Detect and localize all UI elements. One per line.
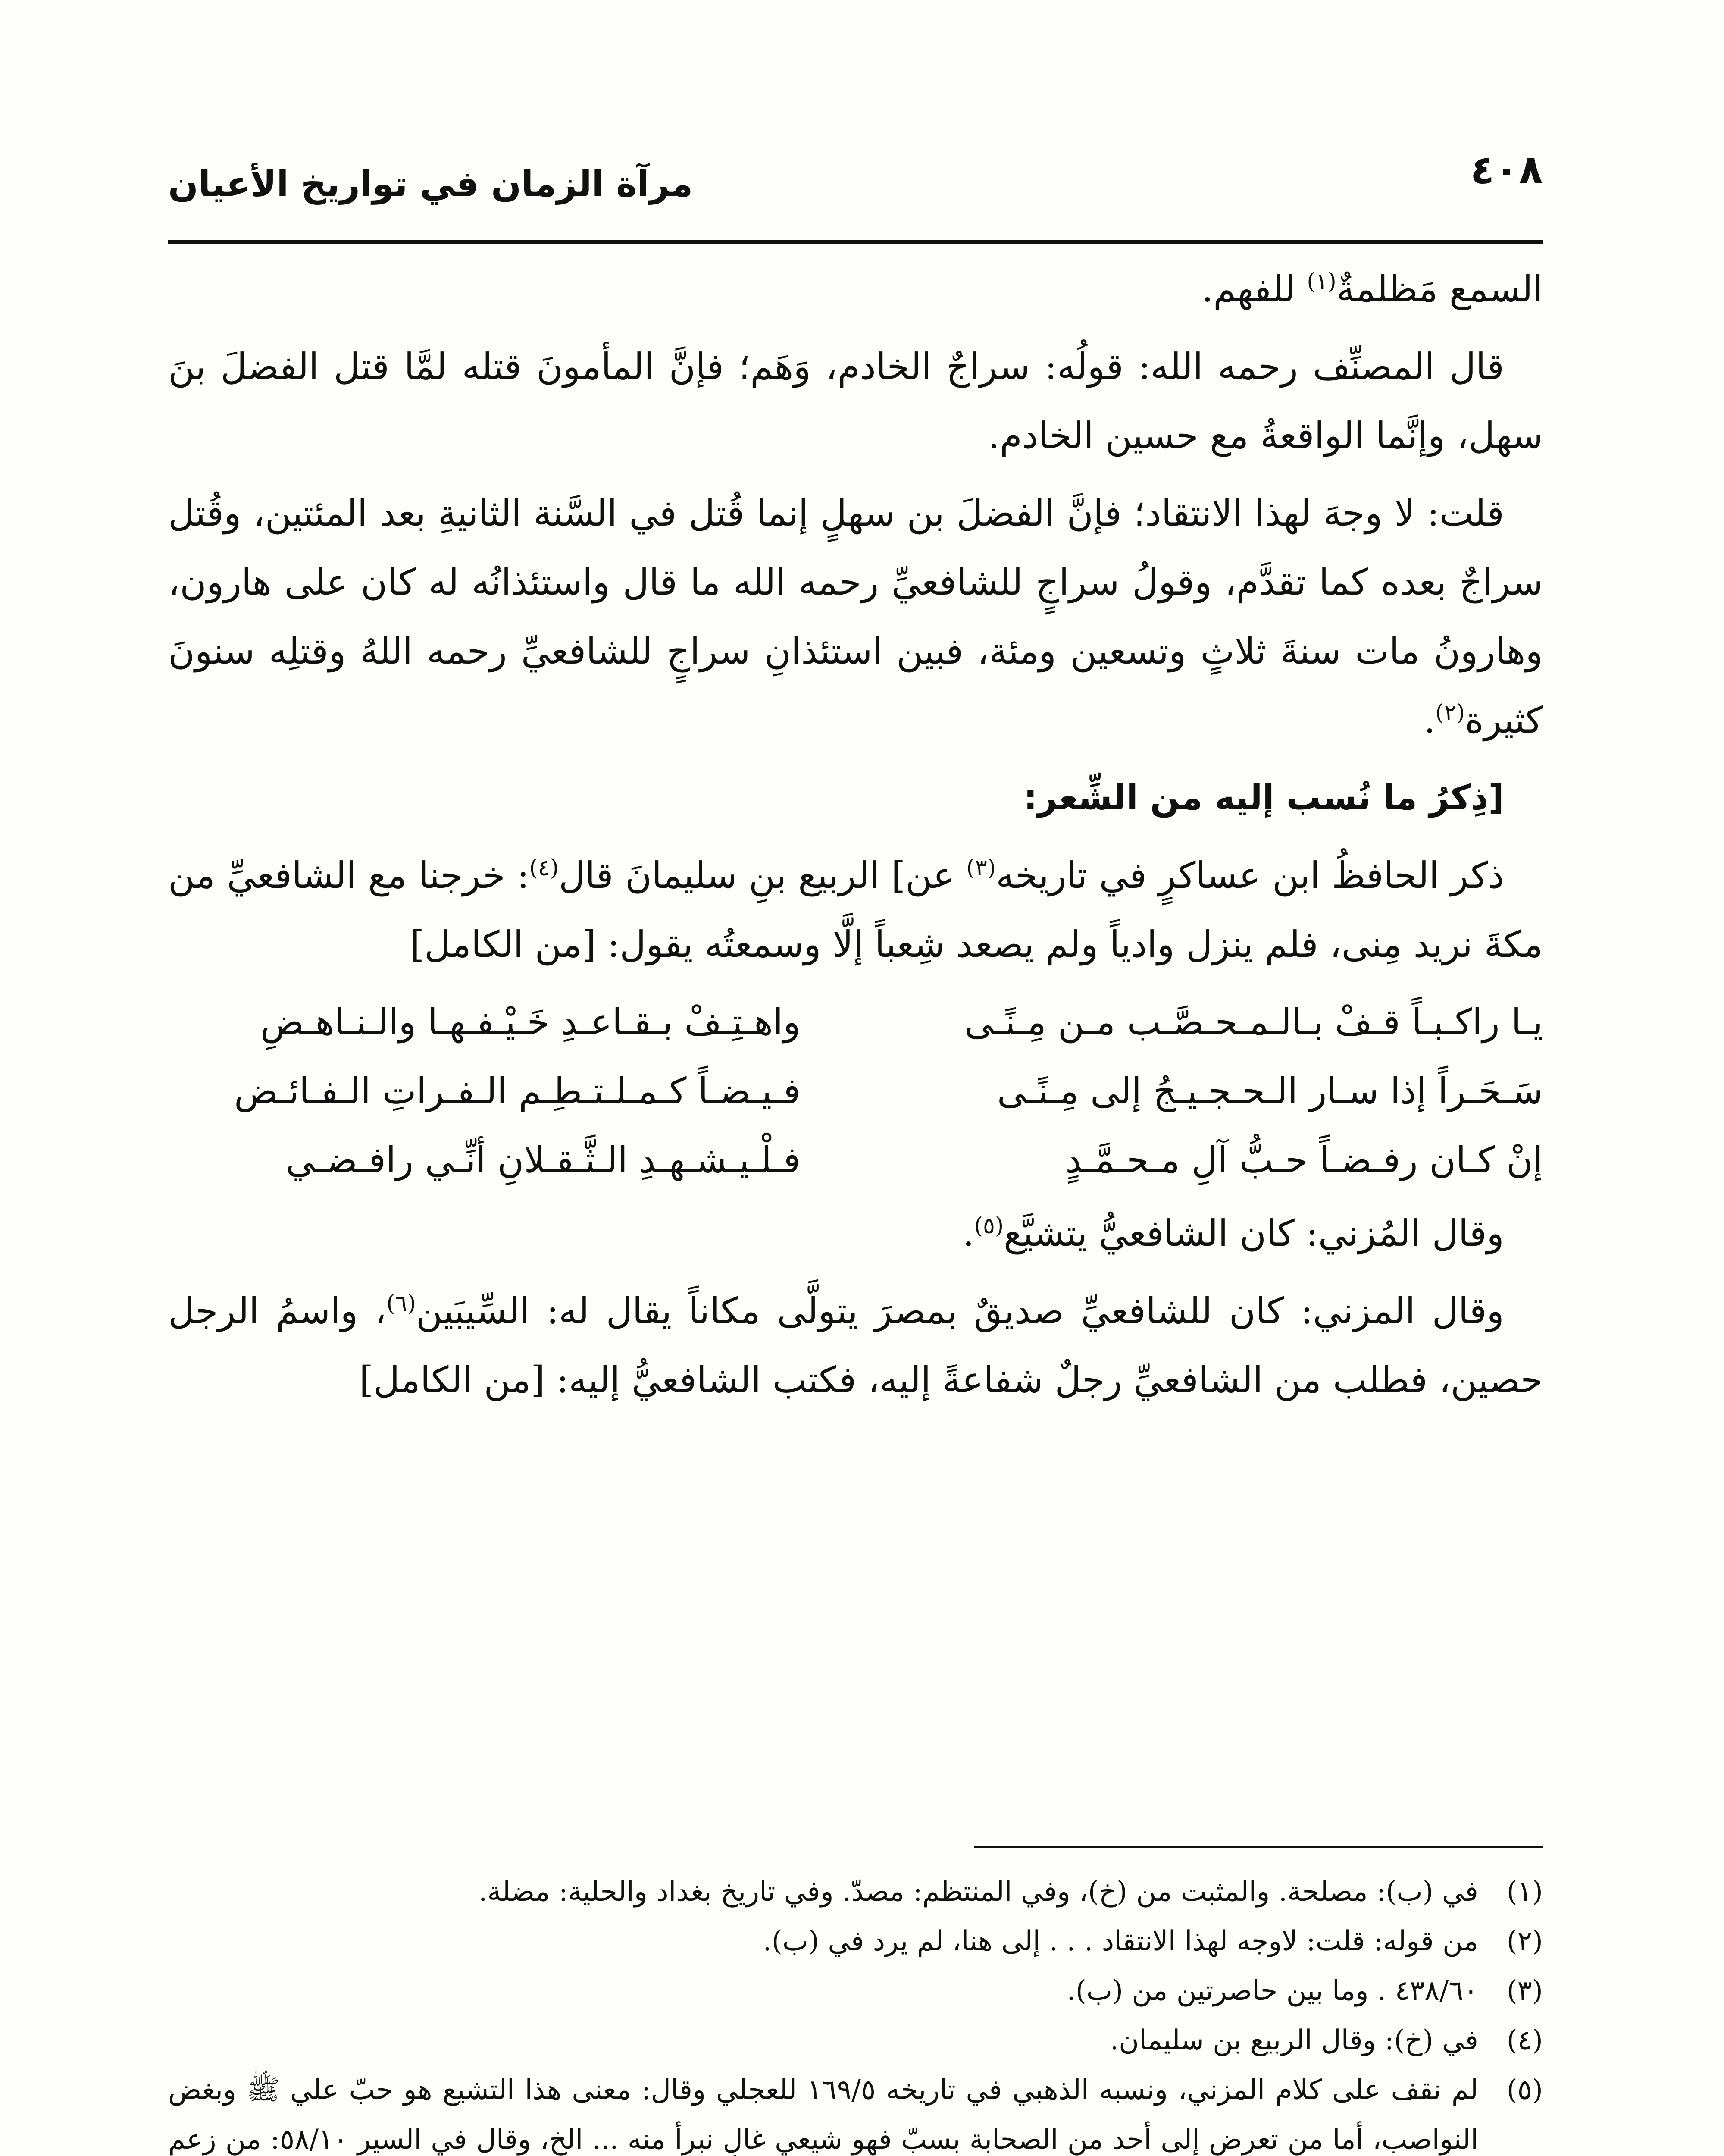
paragraph-5 <box>168 1199 1543 1268</box>
footnote-text: من قوله: قلت: لاوجه لهذا الانتقاد . . . إلى هنا، لم يرد في (ب). <box>763 1925 1478 1957</box>
footnote-item <box>168 1917 1543 1966</box>
footnote-item <box>168 1867 1543 1917</box>
footnote-ref: (٥) <box>974 1213 1004 1239</box>
hemistich-first: إنْ كـان رفـضـاً حـبُّ آلِ مـحـمَّـدٍ <box>1065 1139 1543 1181</box>
footnote-item <box>168 1966 1543 2016</box>
paragraph-2: قال المصنِّف رحمه الله: قولُه: سراجٌ الخادم، وَهَم؛ فإنَّ المأمونَ قتله لمَّا قتل الفضلَ بنَ سهل، وإنَّما الواقعةُ مع حسين الخادم. <box>168 345 1543 457</box>
text-run: . <box>1424 699 1436 741</box>
footnote-text: في (ب): مصلحة. والمثبت من (خ)، وفي المنتظم: مصدّ. وفي تاريخ بغداد والحلية: مضلة. <box>478 1876 1478 1908</box>
footnote-number: (٥) <box>1506 2074 1543 2106</box>
paragraph-4 <box>168 841 1543 979</box>
verse <box>168 987 1543 1056</box>
text-run: للفهم. <box>1201 268 1307 310</box>
text-run: وقال المزني: كان للشافعيِّ صديقٌ بمصرَ يتولَّى مكاناً يقال له: السِّيبَين <box>416 1290 1504 1332</box>
footnote-text: في (خ): وقال الربيع بن سليمان. <box>1110 2024 1478 2056</box>
page-header <box>168 147 1543 233</box>
text-run: : خرجنا مع الشافعيِّ من مكةَ نريد مِنى، فلم ينزل وادياً ولم يصعد شِعباً إلَّا وسمعتُه يقول: [من الكامل] <box>168 854 1543 965</box>
main-text <box>168 254 1543 1423</box>
footnote-text: لم نقف على كلام المزني، ونسبه الذهبي في تاريخه ١٦٩/٥ للعجلي وقال: معنى هذا التشيع هو حبّ علي ﷺ وبغض النواصب، أما من تعرض إلى أحد من الصحابة بسبّ فهو شيعي غالٍ نبرأ منه ... الخ، وقال في السير ٥٨/١٠: من زعم <box>168 2074 1479 2156</box>
footnote-item <box>168 2065 1543 2156</box>
page-number: ٤٠٨ <box>1470 147 1543 193</box>
text-run: ، واسمُ الرجل حصين، فطلب من الشافعيِّ رجلٌ شفاعةً إليه، فكتب الشافعيُّ إليه: [من الكامل] <box>168 1290 1543 1401</box>
poem <box>168 987 1543 1194</box>
text-run: عن] الربيع بنِ سليمانَ قال <box>558 854 967 896</box>
footnote-ref: (١) <box>1307 269 1336 295</box>
hemistich-second: فـلْـيـشـهـدِ الـثَّـقـلانِ أنِّـي رافـضـي <box>285 1139 801 1181</box>
verse <box>168 1056 1543 1125</box>
text-run: وقال المُزني: كان الشافعيُّ يتشيَّع <box>1004 1212 1504 1254</box>
footnote-separator <box>974 1846 1543 1848</box>
paragraph-6 <box>168 1276 1543 1414</box>
footnotes <box>168 1867 1543 2156</box>
header-rule <box>168 240 1543 244</box>
hemistich-second: فـيـضـاً كـمـلـتـطِـم الـفـراتِ الـفـائـض <box>234 1070 801 1112</box>
paragraph-1 <box>168 254 1543 323</box>
footnote-number: (٤) <box>1506 2024 1543 2056</box>
text-run: ذكر الحافظُ ابن عساكرٍ في تاريخه <box>996 854 1504 896</box>
footnote-ref: (٤) <box>529 855 559 881</box>
footnote-number: (١) <box>1506 1876 1543 1908</box>
hemistich-second: واهـتِـفْ بـقـاعـدِ خَـيْـفـهـا والـنـاهـضِ <box>260 1001 801 1043</box>
running-title: مرآة الزمان في تواريخ الأعيان <box>168 164 693 205</box>
section-heading: [ذِكرُ ما نُسب إليه من الشِّعر: <box>1023 777 1504 818</box>
footnote-number: (٢) <box>1506 1925 1543 1957</box>
text-run: قلت: لا وجهَ لهذا الانتقاد؛ فإنَّ الفضلَ بن سهلٍ إنما قُتل في السَّنة الثانيةِ بعد المئتين، وقُتل سراجٌ بعده كما تقدَّم، وقولُ سراجٍ للشافعيِّ رحمه الله ما قال واستئذانُه له كان على هارون، وهارونُ مات سنةَ ثلاثٍ وتسعين ومئة، فبين استئذانِ سراجٍ للشافعيِّ رحمه اللهُ وقتلِه سنونَ كثيرة <box>168 492 1543 741</box>
footnote-text: ٤٣٨/٦٠ . وما بين حاصرتين من (ب). <box>1067 1975 1478 2007</box>
footnote-ref: (٢) <box>1435 700 1465 726</box>
text-run: السمع مَظلمةٌ <box>1336 268 1543 310</box>
hemistich-first: سَـحَـراً إذا سـار الـحـجـيـجُ إلى مِـنًـى <box>997 1070 1543 1112</box>
footnote-ref: (٦) <box>386 1291 416 1316</box>
footnote-item <box>168 2016 1543 2065</box>
hemistich-first: يـا راكـبـاً قـفْ بـالـمـحـصَّـب مـن مِـنًـى <box>964 1001 1543 1043</box>
footnote-ref: (٣) <box>966 855 996 881</box>
footnote-number: (٣) <box>1506 1975 1543 2007</box>
paragraph-3 <box>168 479 1543 755</box>
text-run: . <box>962 1212 974 1254</box>
verse <box>168 1125 1543 1194</box>
